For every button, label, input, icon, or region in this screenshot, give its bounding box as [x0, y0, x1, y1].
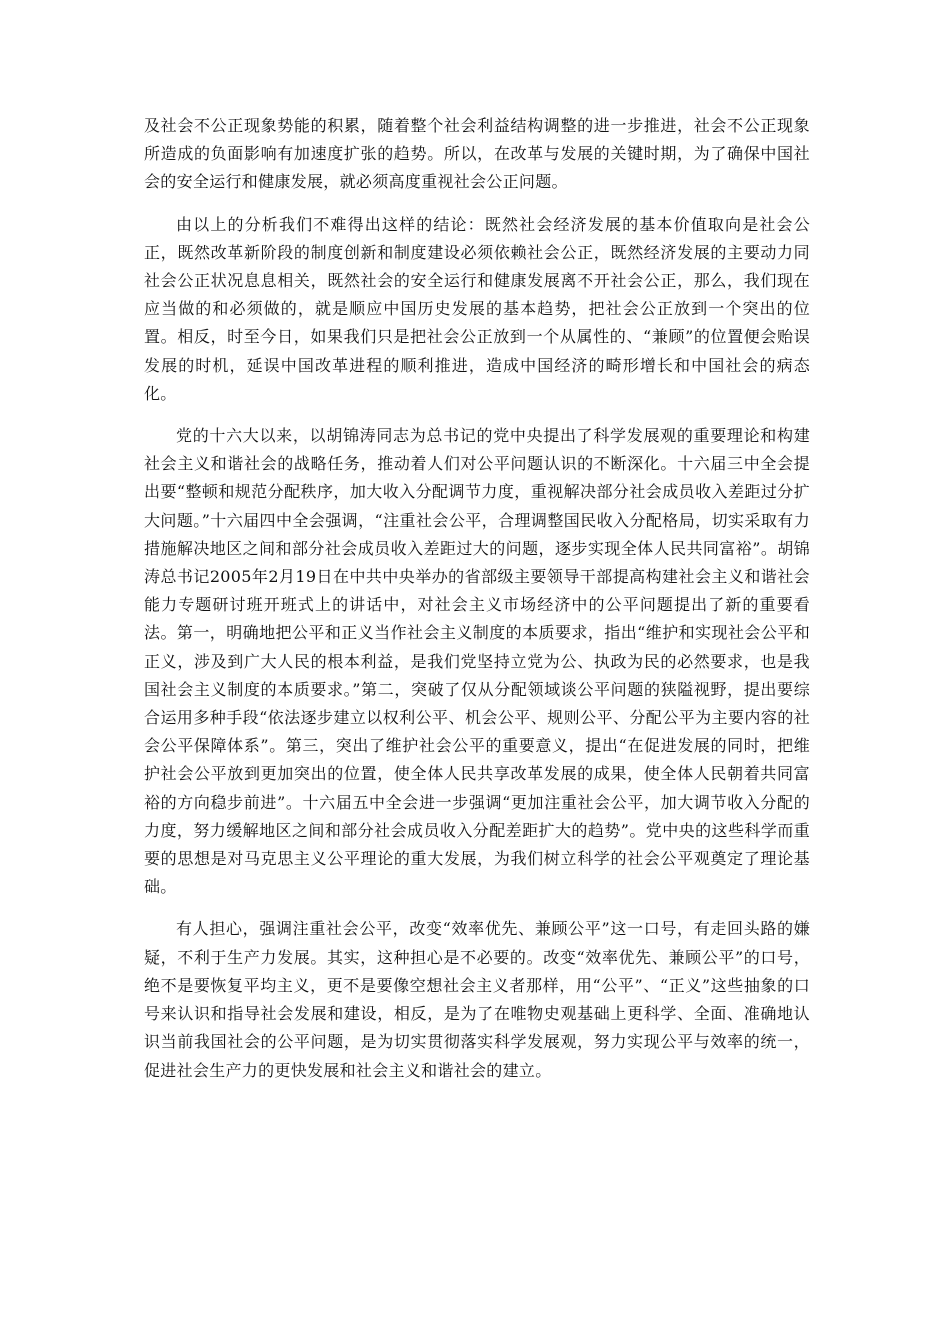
paragraph-3: 党的十六大以来，以胡锦涛同志为总书记的党中央提出了科学发展观的重要理论和构建社会主义和谐社会的战略任务，推动着人们对公平问题认识的不断深化。十六届三中全会提出要“整顿和规范分配秩序，加大收入分配调节力度，重视解决部分社会成员收入差距过分扩大问题。”十六届四中全会强调，“注重社会公平，合理调整国民收入分配格局，切实采取有力措施解决地区之间和部分社会成员收入差距过大的问题，逐步实现全体人民共同富裕”。胡锦涛总书记2005年2月19日在中共中央举办的省部级主要领导干部提高构建社会主义和谐社会能力专题研讨班开班式上的讲话中，对社会主义市场经济中的公平问题提出了新的重要看法。第一，明确地把公平和正义当作社会主义制度的本质要求，指出“维护和实现社会公平和正义，涉及到广大人民的根本利益，是我们党坚持立党为公、执政为民的必然要求，也是我国社会主义制度的本质要求。”第二，突破了仅从分配领域谈公平问题的狭隘视野，提出要综合运用多种手段“依法逐步建立以权利公平、机会公平、规则公平、分配公平为主要内容的社会公平保障体系”。第三，突出了维护社会公平的重要意义，提出“在促进发展的同时，把维护社会公平放到更加突出的位置，使全体人民共享改革发展的成果，使全体人民朝着共同富裕的方向稳步前进”。十六届五中全会进一步强调“更加注重社会公平，加大调节收入分配的力度，努力缓解地区之间和部分社会成员收入分配差距扩大的趋势”。党中央的这些科学而重要的思想是对马克思主义公平理论的重大发展，为我们树立科学的社会公平观奠定了理论基础。	[144, 426, 810, 897]
document-body	[144, 112, 810, 1099]
paragraph-1: 及社会不公正现象势能的积累，随着整个社会利益结构调整的进一步推进，社会不公正现象所造成的负面影响有加速度扩张的趋势。所以，在改革与发展的关键时期，为了确保中国社会的安全运行和健康发展，就必须高度重视社会公正问题。	[144, 116, 810, 192]
paragraph-4: 有人担心，强调注重社会公平，改变“效率优先、兼顾公平”这一口号，有走回头路的嫌疑，不利于生产力发展。其实，这种担心是不必要的。改变“效率优先、兼顾公平”的口号，绝不是要恢复平均主义，更不是要像空想社会主义者那样，用“公平”、“正义”这些抽象的口号来认识和指导社会发展和建设，相反，是为了在唯物史观基础上更科学、全面、准确地认识当前我国社会的公平问题，是为切实贯彻落实科学发展观，努力实现公平与效率的统一，促进社会生产力的更快发展和社会主义和谐社会的建立。	[144, 919, 810, 1080]
paragraph-2: 由以上的分析我们不难得出这样的结论：既然社会经济发展的基本价值取向是社会公正，既然改革新阶段的制度创新和制度建设必须依赖社会公正，既然经济发展的主要动力同社会公正状况息息相关，既然社会的安全运行和健康发展离不开社会公正，那么，我们现在应当做的和必须做的，就是顺应中国历史发展的基本趋势，把社会公正放到一个突出的位置。相反，时至今日，如果我们只是把社会公正放到一个从属性的、“兼顾”的位置便会贻误发展的时机，延误中国改革进程的顺利推进，造成中国经济的畸形增长和中国社会的病态化。	[144, 214, 810, 403]
